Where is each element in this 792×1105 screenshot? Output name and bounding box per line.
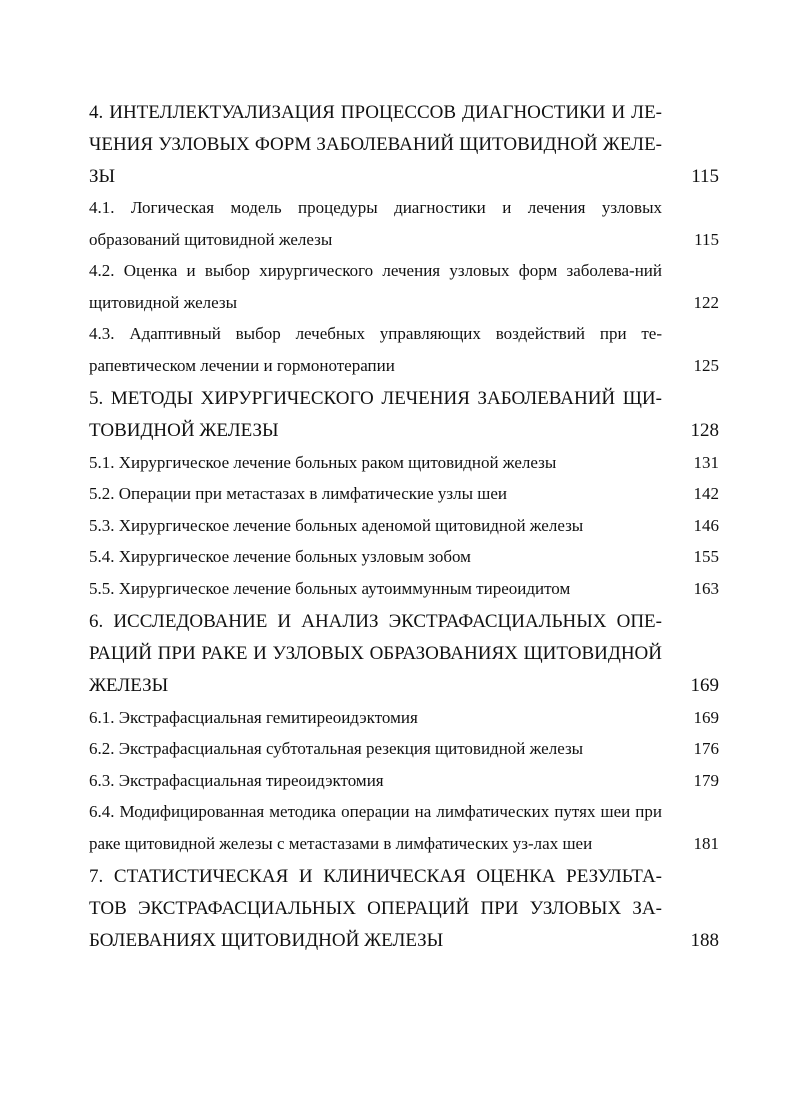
toc-entry-page-number: 179 <box>693 770 719 790</box>
toc-entry-section-4-1 <box>89 192 719 255</box>
toc-entry-section-5-3 <box>89 510 719 542</box>
toc-entry-page-number: 115 <box>691 165 719 187</box>
toc-entry-page-number: 146 <box>693 515 719 535</box>
toc-entry-page-number: 131 <box>693 452 719 472</box>
toc-entry-chapter-6 <box>89 606 719 701</box>
toc-entry-section-4-2 <box>89 255 719 318</box>
toc-entry-title: 6.4. Модифицированная методика операции на лимфатических путях шеи при раке щитовидной железы с метастазами в лимфатических уз-лах шеи <box>89 802 662 853</box>
toc-entry-page-number: 155 <box>693 547 719 567</box>
toc-entry-section-5-1 <box>89 447 719 479</box>
toc-entry-title: 5.3. Хирургическое лечение больных аденомой щитовидной железы <box>89 515 584 535</box>
toc-entry-page-number: 169 <box>693 707 719 727</box>
toc-entry-title: 6.3. Экстрафасциальная тиреоидэктомия <box>89 770 384 790</box>
toc-entry-page-number: 176 <box>693 739 719 759</box>
toc-entry-title: 5. МЕТОДЫ ХИРУРГИЧЕСКОГО ЛЕЧЕНИЯ ЗАБОЛЕВАНИЙ ЩИ-ТОВИДНОЙ ЖЕЛЕЗЫ <box>89 388 662 442</box>
toc-entry-title: 7. СТАТИСТИЧЕСКАЯ И КЛИНИЧЕСКАЯ ОЦЕНКА РЕЗУЛЬТА-ТОВ ЭКСТРАФАСЦИАЛЬНЫХ ОПЕРАЦИЙ ПРИ УЗЛОВЫХ ЗА-БОЛЕВАНИЯХ ЩИТОВИДНОЙ ЖЕЛЕЗЫ <box>89 866 662 951</box>
toc-entry-title: 5.4. Хирургическое лечение больных узловым зобом <box>89 547 471 567</box>
table-of-contents <box>89 95 719 957</box>
toc-entry-page-number: 181 <box>693 833 719 853</box>
toc-entry-title: 6. ИССЛЕДОВАНИЕ И АНАЛИЗ ЭКСТРАФАСЦИАЛЬНЫХ ОПЕ-РАЦИЙ ПРИ РАКЕ И УЗЛОВЫХ ОБРАЗОВАНИЯХ ЩИТОВИДНОЙ ЖЕЛЕЗЫ <box>89 611 662 697</box>
toc-entry-section-5-2 <box>89 478 719 510</box>
toc-entry-title: 4.1. Логическая модель процедуры диагностики и лечения узловых образований щитовидной железы <box>89 198 662 249</box>
toc-entry-page-number: 115 <box>694 229 719 249</box>
toc-entry-page-number: 188 <box>690 929 719 951</box>
toc-entry-title: 6.2. Экстрафасциальная субтотальная резекция щитовидной железы <box>89 739 584 759</box>
toc-entry-chapter-5 <box>89 383 719 447</box>
toc-entry-page-number: 142 <box>693 484 719 504</box>
toc-entry-title: 5.1. Хирургическое лечение больных раком щитовидной железы <box>89 452 557 472</box>
toc-entry-page-number: 125 <box>693 355 719 375</box>
toc-entry-section-4-3 <box>89 318 719 381</box>
toc-entry-section-5-5 <box>89 573 719 605</box>
toc-entry-chapter-4 <box>89 97 719 192</box>
toc-entry-section-6-3 <box>89 765 719 797</box>
toc-entry-chapter-7 <box>89 861 719 956</box>
toc-entry-page-number: 128 <box>690 420 719 442</box>
toc-entry-page-number: 122 <box>693 292 719 312</box>
toc-entry-section-6-2 <box>89 733 719 765</box>
toc-entry-title: 4. ИНТЕЛЛЕКТУАЛИЗАЦИЯ ПРОЦЕССОВ ДИАГНОСТИКИ И ЛЕ-ЧЕНИЯ УЗЛОВЫХ ФОРМ ЗАБОЛЕВАНИЙ ЩИТОВИДНОЙ ЖЕЛЕ-ЗЫ <box>89 102 662 187</box>
toc-entry-page-number: 163 <box>693 578 719 598</box>
toc-entry-section-5-4 <box>89 541 719 573</box>
toc-entry-section-6-4 <box>89 796 719 859</box>
toc-entry-title: 5.2. Операции при метастазах в лимфатические узлы шеи <box>89 484 508 504</box>
toc-entry-page-number: 169 <box>690 675 719 697</box>
toc-entry-section-6-1 <box>89 702 719 734</box>
toc-entry-title: 4.3. Адаптивный выбор лечебных управляющих воздействий при те-рапевтическом лечении и гормонотерапии <box>89 324 662 375</box>
toc-entry-title: 6.1. Экстрафасциальная гемитиреоидэктомия <box>89 707 418 727</box>
toc-entry-title: 4.2. Оценка и выбор хирургического лечения узловых форм заболева-ний щитовидной железы <box>89 261 662 312</box>
toc-entry-title: 5.5. Хирургическое лечение больных аутоиммунным тиреоидитом <box>89 578 571 598</box>
